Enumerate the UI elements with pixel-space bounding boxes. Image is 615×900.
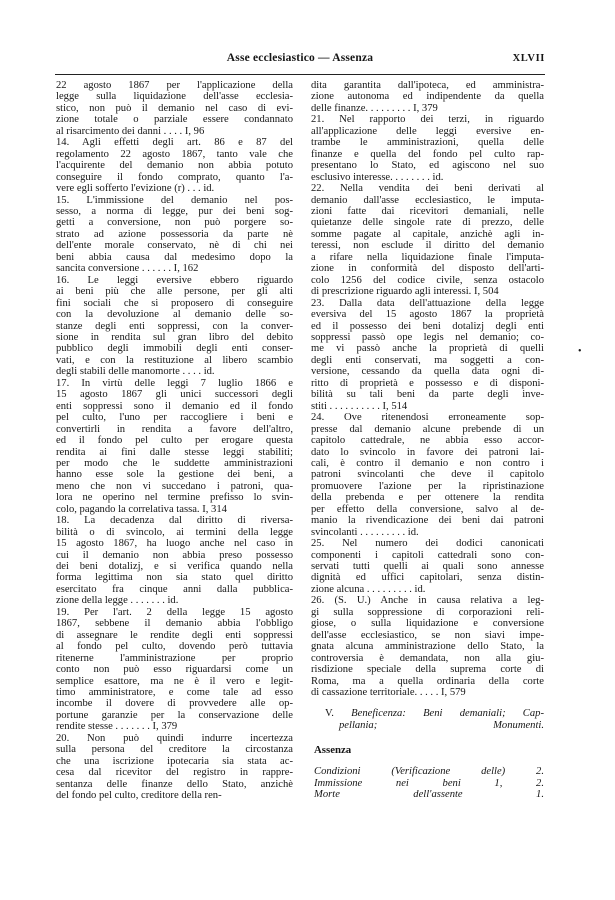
left-line: pubblico degli immobili degli enti conser-	[56, 343, 293, 355]
left-line: dell'ente morale conservato, nè di chi nei	[56, 240, 293, 252]
page-number: XLVII	[512, 53, 545, 64]
spacer	[311, 698, 544, 708]
right-line: eversiva del 15 agosto 1867 la proprietà	[311, 309, 544, 321]
left-line: di assegnare le rendite degli enti soppressi	[56, 629, 293, 641]
see-also-note-cont	[311, 720, 544, 732]
right-line: me vi passò anche la proprietà di quelli	[311, 343, 544, 355]
index-entry: Immissione nei beni 1, 2.	[314, 777, 544, 789]
left-line: portune garanzie per la conservazione delle	[56, 709, 293, 721]
right-line: svincolanti . . . . . . . . . id.	[311, 526, 419, 538]
right-line: demanio dall'asse ecclesiastico, le imputa-	[311, 194, 544, 206]
left-line: sesso, a norma di legge, pur dei beni sog-	[56, 205, 293, 217]
right-line: componenti i capitoli cattedrali sono con-	[311, 549, 544, 561]
left-line: per modo che le suddette amministrazioni	[56, 457, 293, 469]
left-line: pel culto, l'uno per raccogliere i beni e	[56, 412, 293, 424]
right-line: zione alcuna . . . . . . . . . id.	[311, 583, 426, 595]
right-line: 24. Ove ritenendosi erroneamente sop-	[311, 412, 544, 424]
right-line: trambe le amministrazioni, quella delle	[311, 137, 544, 149]
right-line: soppressi passò ope legis nel demanio; co-	[311, 331, 544, 343]
see-also-text-1: Beneficenza: Beni demaniali; Cap-	[351, 708, 544, 720]
right-column	[311, 80, 544, 801]
left-line: lora ne operino nel termine prefisso lo svin-	[56, 492, 293, 504]
left-line: 18. La decadenza dal diritto di riversa-	[56, 515, 293, 527]
left-line: al fondo pel culto, dovendo però tuttavia	[56, 641, 293, 653]
right-line: patroni svincolanti che deve il capitolo	[311, 469, 544, 481]
left-line: 20. Non può quindi indurre incertezza	[56, 732, 293, 744]
left-line: l'acquirente del demanio non abbia potuto	[56, 160, 293, 172]
left-line: zione della legge . . . . . . . id.	[56, 595, 179, 607]
right-line: somme pagate al capitale, anzichè agli in-	[311, 228, 544, 240]
left-line: ai beni più che alle persone, per gli alti	[56, 286, 293, 298]
left-line: regolamento 22 agosto 1867, tanto vale che	[56, 148, 293, 160]
left-line: getti a conversione, non può porgere so-	[56, 217, 293, 229]
right-line: per effetto della conversione, salvo al de-	[311, 503, 544, 515]
left-line: dei beni dotalizj, e si verifica quando nella	[56, 561, 293, 573]
right-line: cali, è contro il demanio e non contro i	[311, 457, 544, 469]
left-line: rendita ai fini dalle stesse leggi stabiliti;	[56, 446, 293, 458]
left-line: strato ad azione possessoria da parte nè	[56, 228, 293, 240]
left-line: 15 agosto 1867 gli unici successori degli	[56, 389, 293, 401]
left-line: conto non può esso riguardarsi come un	[56, 664, 293, 676]
left-line: che una iscrizione ipotecaria sia stata ac-	[56, 755, 293, 767]
right-line: giose, o sulla liquidazione e conversione	[311, 618, 544, 630]
left-line: degli stabili delle manomorte . . . . id.	[56, 366, 215, 378]
right-line: bilità su tali beni da parte degli inve-	[311, 389, 544, 401]
right-line: 23. Dalla data dell'attuazione della legge	[311, 297, 544, 309]
left-line: sentanza delle finanze dello Stato, anzichè	[56, 778, 293, 790]
right-line: dell'asse ecclesiastico, se non siavi impe-	[311, 629, 544, 641]
right-line: dignità ed uffici capitolari, senza distin-	[311, 572, 544, 584]
see-also-note	[311, 708, 544, 720]
right-line: 25. Nel numero dei dodici canonicati	[311, 538, 544, 550]
left-line: con la devoluzione al demanio delle so-	[56, 309, 293, 321]
right-line: promuovere l'azione per la ripristinazione	[311, 480, 544, 492]
left-line: 22 agosto 1867 per l'applicazione della	[56, 80, 293, 91]
left-line: ritenerne l'amministrazione per proprio	[56, 652, 293, 664]
right-line: controversia è demandata, non alla giu-	[311, 652, 544, 664]
right-line: presse dal demanio alcune prebende di un	[311, 423, 544, 435]
left-line: beni abbia causa dal medesimo dopo la	[56, 251, 293, 263]
section-entries	[311, 766, 544, 801]
right-line: manio la rivendicazione dei beni dai patroni	[311, 515, 544, 527]
left-line: ed il fondo pel culto per erogare questa	[56, 435, 293, 447]
spacer	[311, 732, 544, 745]
left-line: timo amministratore, e come tale ad esso	[56, 687, 293, 699]
right-line: 26. (S. U.) Anche in causa relativa a leg-	[311, 595, 544, 607]
left-line: 1867, sebbene il demanio abbia l'obbligo	[56, 618, 293, 630]
right-line: stiti . . . . . . . . . . I, 514	[311, 400, 408, 412]
right-line: 22. Nella vendita dei beni derivati al	[311, 183, 544, 195]
right-line: quietanze delle singole rate di prezzo, delle	[311, 217, 544, 229]
see-also-prefix: V.	[325, 708, 334, 720]
header-rule	[55, 74, 545, 75]
right-line: esclusivo interesse. . . . . . . . id.	[311, 171, 444, 183]
left-line: semplice esattore, ma ne è il vero e legit-	[56, 675, 293, 687]
left-line: 17. In virtù delle leggi 7 luglio 1866 e	[56, 377, 293, 389]
left-line: conseguire il fondo comprato, quanto l'a-	[56, 171, 293, 183]
right-line: gnata alcuna amministrazione dello Stato, la	[311, 641, 544, 653]
right-line: a rifare nella liquidazione finale l'imputa-	[311, 251, 544, 263]
index-entry: Condizioni (Verificazione delle) 2.	[314, 766, 544, 778]
right-line: zioni fatte dai ricevitori demaniali, nelle	[311, 205, 544, 217]
right-line: 21. Nel rapporto dei terzi, in riguardo	[311, 114, 544, 126]
left-line: esercitato fra cinque anni dalla pubblica-	[56, 583, 293, 595]
right-line: finanze e quella del fondo pel culto rap-	[311, 148, 544, 160]
right-line: di prescrizione riguardo agli interessi. I, 504	[311, 286, 499, 298]
right-line: presentano lo Stato, ed agiscono nel suo	[311, 160, 544, 172]
right-line: versione, cessando da quella data ogni di-	[311, 366, 544, 378]
left-line: 15 agosto 1867, ha luogo anche nel caso in	[56, 538, 293, 550]
left-line: cesa dal ricevitor del registro in rappre-	[56, 767, 293, 779]
right-line: gi sulla soppressione di corporazioni reli-	[311, 606, 544, 618]
right-line: Roma, ma a quella ordinaria della corte	[311, 675, 544, 687]
right-line: zione in conformità del disposto dell'arti-	[311, 263, 544, 275]
left-line: del fondo pel culto, creditore della ren-	[56, 790, 222, 802]
left-line: convertirli in rendita a favore dell'altro,	[56, 423, 293, 435]
right-line: dita garantita dall'ipoteca, ed amministra-	[311, 80, 544, 91]
right-line: servati tutti quelli ai quali sono annesse	[311, 561, 544, 573]
right-line: dato lo svincolo in favore dei patroni lai-	[311, 446, 544, 458]
left-line: zione totale o parziale essere condannato	[56, 114, 293, 126]
right-line: ed il possesso dei beni dotalizj degli enti	[311, 320, 544, 332]
right-line: capitolo cattedrale, ne abbia esso accor-	[311, 435, 544, 447]
left-line: 16. Le leggi eversive ebbero riguardo	[56, 274, 293, 286]
running-header	[55, 52, 545, 68]
left-line: sancita conversione . . . . . . I, 162	[56, 263, 199, 275]
left-line: vati, e con la restituzione al libero scambio	[56, 354, 293, 366]
left-line: sulla persona del creditore la circostanza	[56, 744, 293, 756]
margin-mark: •	[578, 346, 582, 357]
right-line: degli enti conservati, ma soggetti a con-	[311, 354, 544, 366]
left-line: bilità o di svincolo, ai termini della legge	[56, 526, 293, 538]
see-also-text-2: pellania; Monumenti.	[339, 720, 544, 732]
left-line: hanno esse sole la gestione dei beni, a	[56, 469, 293, 481]
index-entry: Morte dell'assente 1.	[314, 789, 544, 801]
left-line: cui il demanio non abbia preso possesso	[56, 549, 293, 561]
right-line: risdizione speciale della suprema corte di	[311, 664, 544, 676]
left-line: colo, pagando la correlativa tassa. I, 314	[56, 503, 227, 515]
right-line: zione autonoma ed indipendente da quella	[311, 91, 544, 103]
left-line: incombe il dovere di provvedere alle op-	[56, 698, 293, 710]
left-line: stico, non può il demanio nel caso di evi-	[56, 102, 293, 114]
right-line: all'applicazione delle leggi eversive en-	[311, 125, 544, 137]
left-line: 15. L'immissione del demanio nel pos-	[56, 194, 293, 206]
right-line: della prebenda e per ottenere la rendita	[311, 492, 544, 504]
left-line: sione in rendita sul gran libro del debito	[56, 331, 293, 343]
left-line: stanze degli enti soppressi, con la conver-	[56, 320, 293, 332]
left-line: forma legittima non sia stato quel diritto	[56, 572, 293, 584]
right-line: teressi, non esclude il diritto del demanio	[311, 240, 544, 252]
left-line: vere egli sofferto l'evizione (r) . . . id.	[56, 183, 215, 195]
left-line: rendite stesse . . . . . . . I, 379	[56, 721, 178, 733]
right-line: di cassazione territoriale. . . . . I, 579	[311, 687, 466, 699]
right-line: ritto di proprietà e possesso e di disponi-	[311, 377, 544, 389]
left-line: meno che non vi succedano i patroni, qua-	[56, 480, 293, 492]
right-line: colo 1256 del codice civile, senza ostacolo	[311, 274, 544, 286]
left-line: al risarcimento dei danni . . . . I, 96	[56, 125, 205, 137]
left-line: 19. Per l'art. 2 della legge 15 agosto	[56, 606, 293, 618]
left-line: fini sociali che si proposero di conseguire	[56, 297, 293, 309]
right-column-text	[311, 80, 544, 698]
right-line: delle finanze. . . . . . . . . I, 379	[311, 102, 438, 114]
running-title: Asse ecclesiastico — Assenza	[226, 52, 374, 64]
left-line: legge sulla liquidazione dell'asse ecclesia-	[56, 91, 293, 103]
section-title: Assenza	[314, 743, 352, 756]
left-column	[56, 80, 293, 802]
spacer	[311, 756, 544, 766]
left-line: enti soppressi sono il demanio ed il fondo	[56, 400, 293, 412]
left-line: 14. Agli effetti degli art. 86 e 87 del	[56, 137, 293, 149]
